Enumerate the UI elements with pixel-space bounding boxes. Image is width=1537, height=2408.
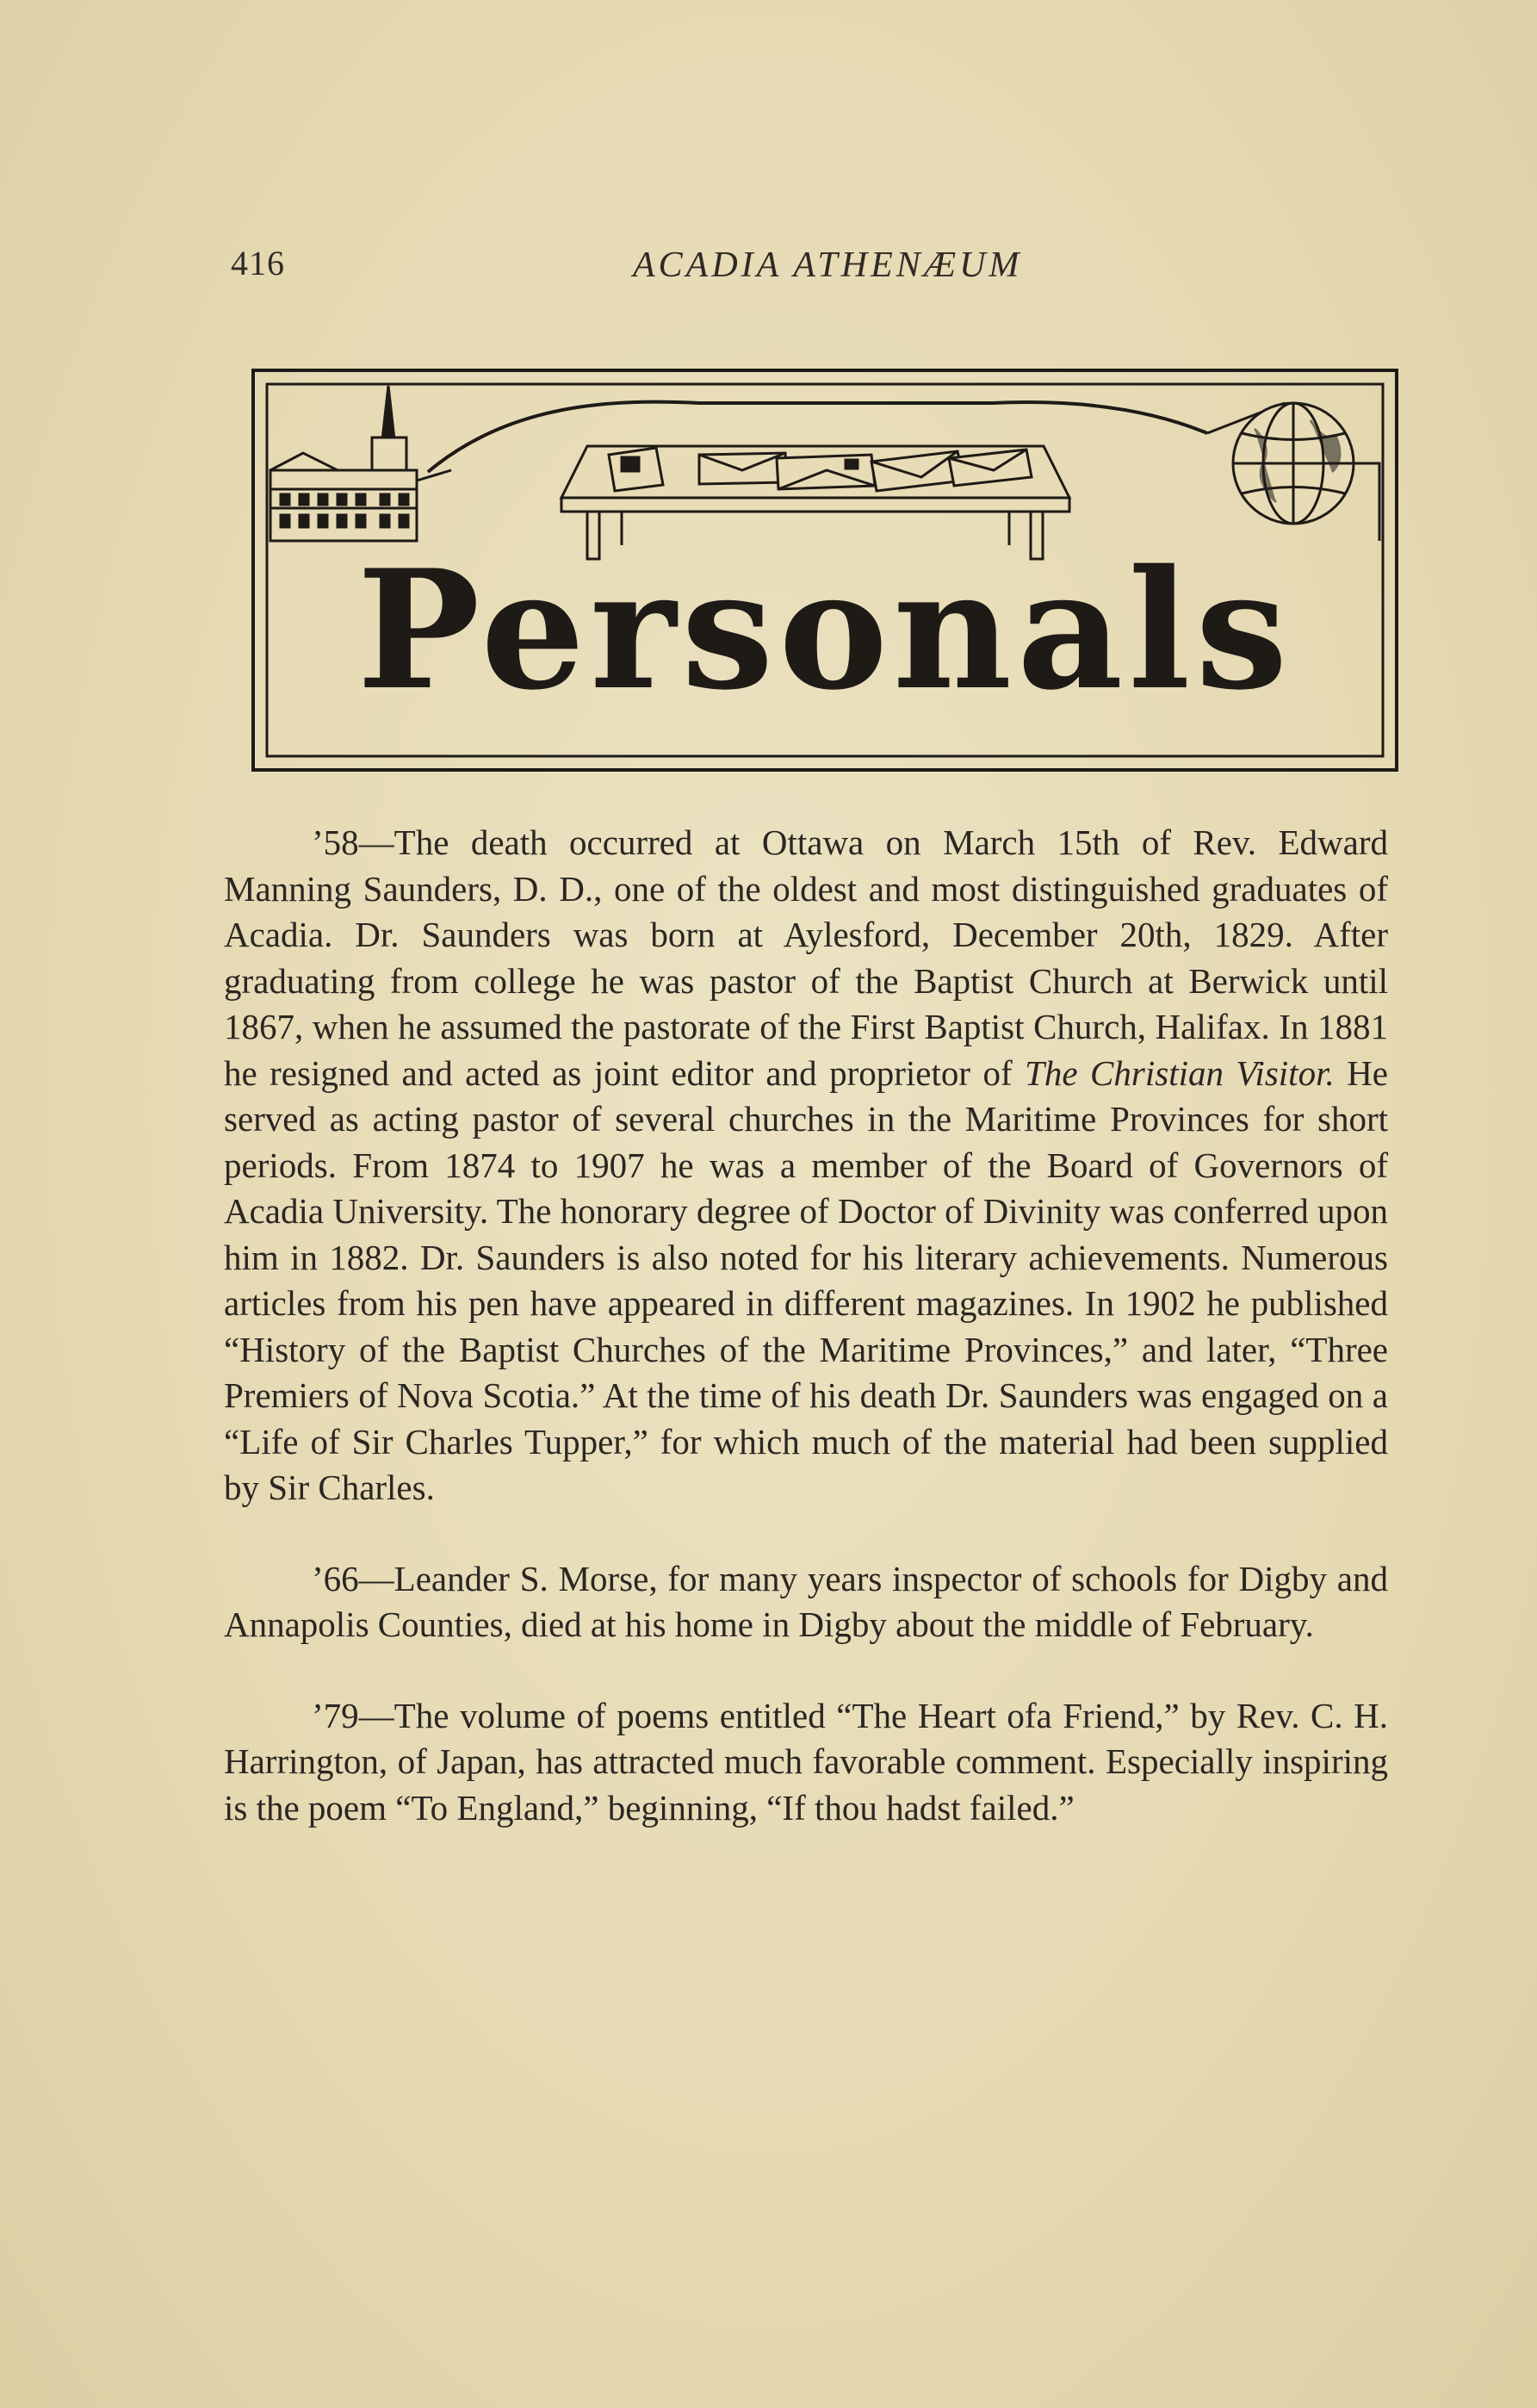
college-building-icon (270, 386, 451, 541)
entry-66: ’66—Leander S. Morse, for many years inspector of schools for Digby and Annapolis Counties, died at his home in Digby about the middle of February. (224, 1558, 1388, 1644)
entry-58-text-b: He served as acting pastor of several churches in the Maritime Provinces for short periods. From 1874 to 1907 he was a member of the Board of Governors of Acadia University. The honorary degree of Doctor of Divinity was conferred upon him in 1882. Dr. Saunders is also noted for his literary achievements. Numerous articles from his pen have appeared in different magazines. In 1902 he published “History of the Baptist Churches of the Maritime Provinces,” and later, “Three Premiers of Nova Scotia.” At the time of his death Dr. Saunders was engaged on a “Life of Sir Charles Tupper,” for which much of the material had been supplied by Sir Charles. (224, 1052, 1388, 1507)
entry-58 (224, 820, 1388, 1511)
personals-banner (251, 369, 1398, 772)
entry-79: ’79—The volume of poems entitled “The Heart ofa Friend,” by Rev. C. H. Harrington, of Japan, has attracted much favorable comment. Especially inspiring is the poem “To England,” beginning, “If thou hadst failed.” (224, 1695, 1388, 1828)
page-number: 416 (231, 244, 285, 282)
globe-icon (1233, 403, 1379, 541)
entry-58-publication: The Christian Visitor. (1025, 1052, 1335, 1093)
article-body (224, 820, 1388, 1876)
banner-title: Personals (356, 534, 1293, 726)
entry-58-text-a: ’58—The death occurred at Ottawa on March 15th of Rev. Edward Manning Saunders, D. D., one of the oldest and most distinguished graduates of Acadia. Dr. Saunders was born at Aylesford, December 20th, 1829. After graduating from college he was pastor of the Baptist Church at Berwick until 1867, when he assumed the pastorate of the First Baptist Church, Halifax. In 1881 he resigned and acted as joint editor and proprietor of (224, 822, 1388, 1093)
running-title: ACADIA ATHENÆUM (633, 245, 1023, 285)
